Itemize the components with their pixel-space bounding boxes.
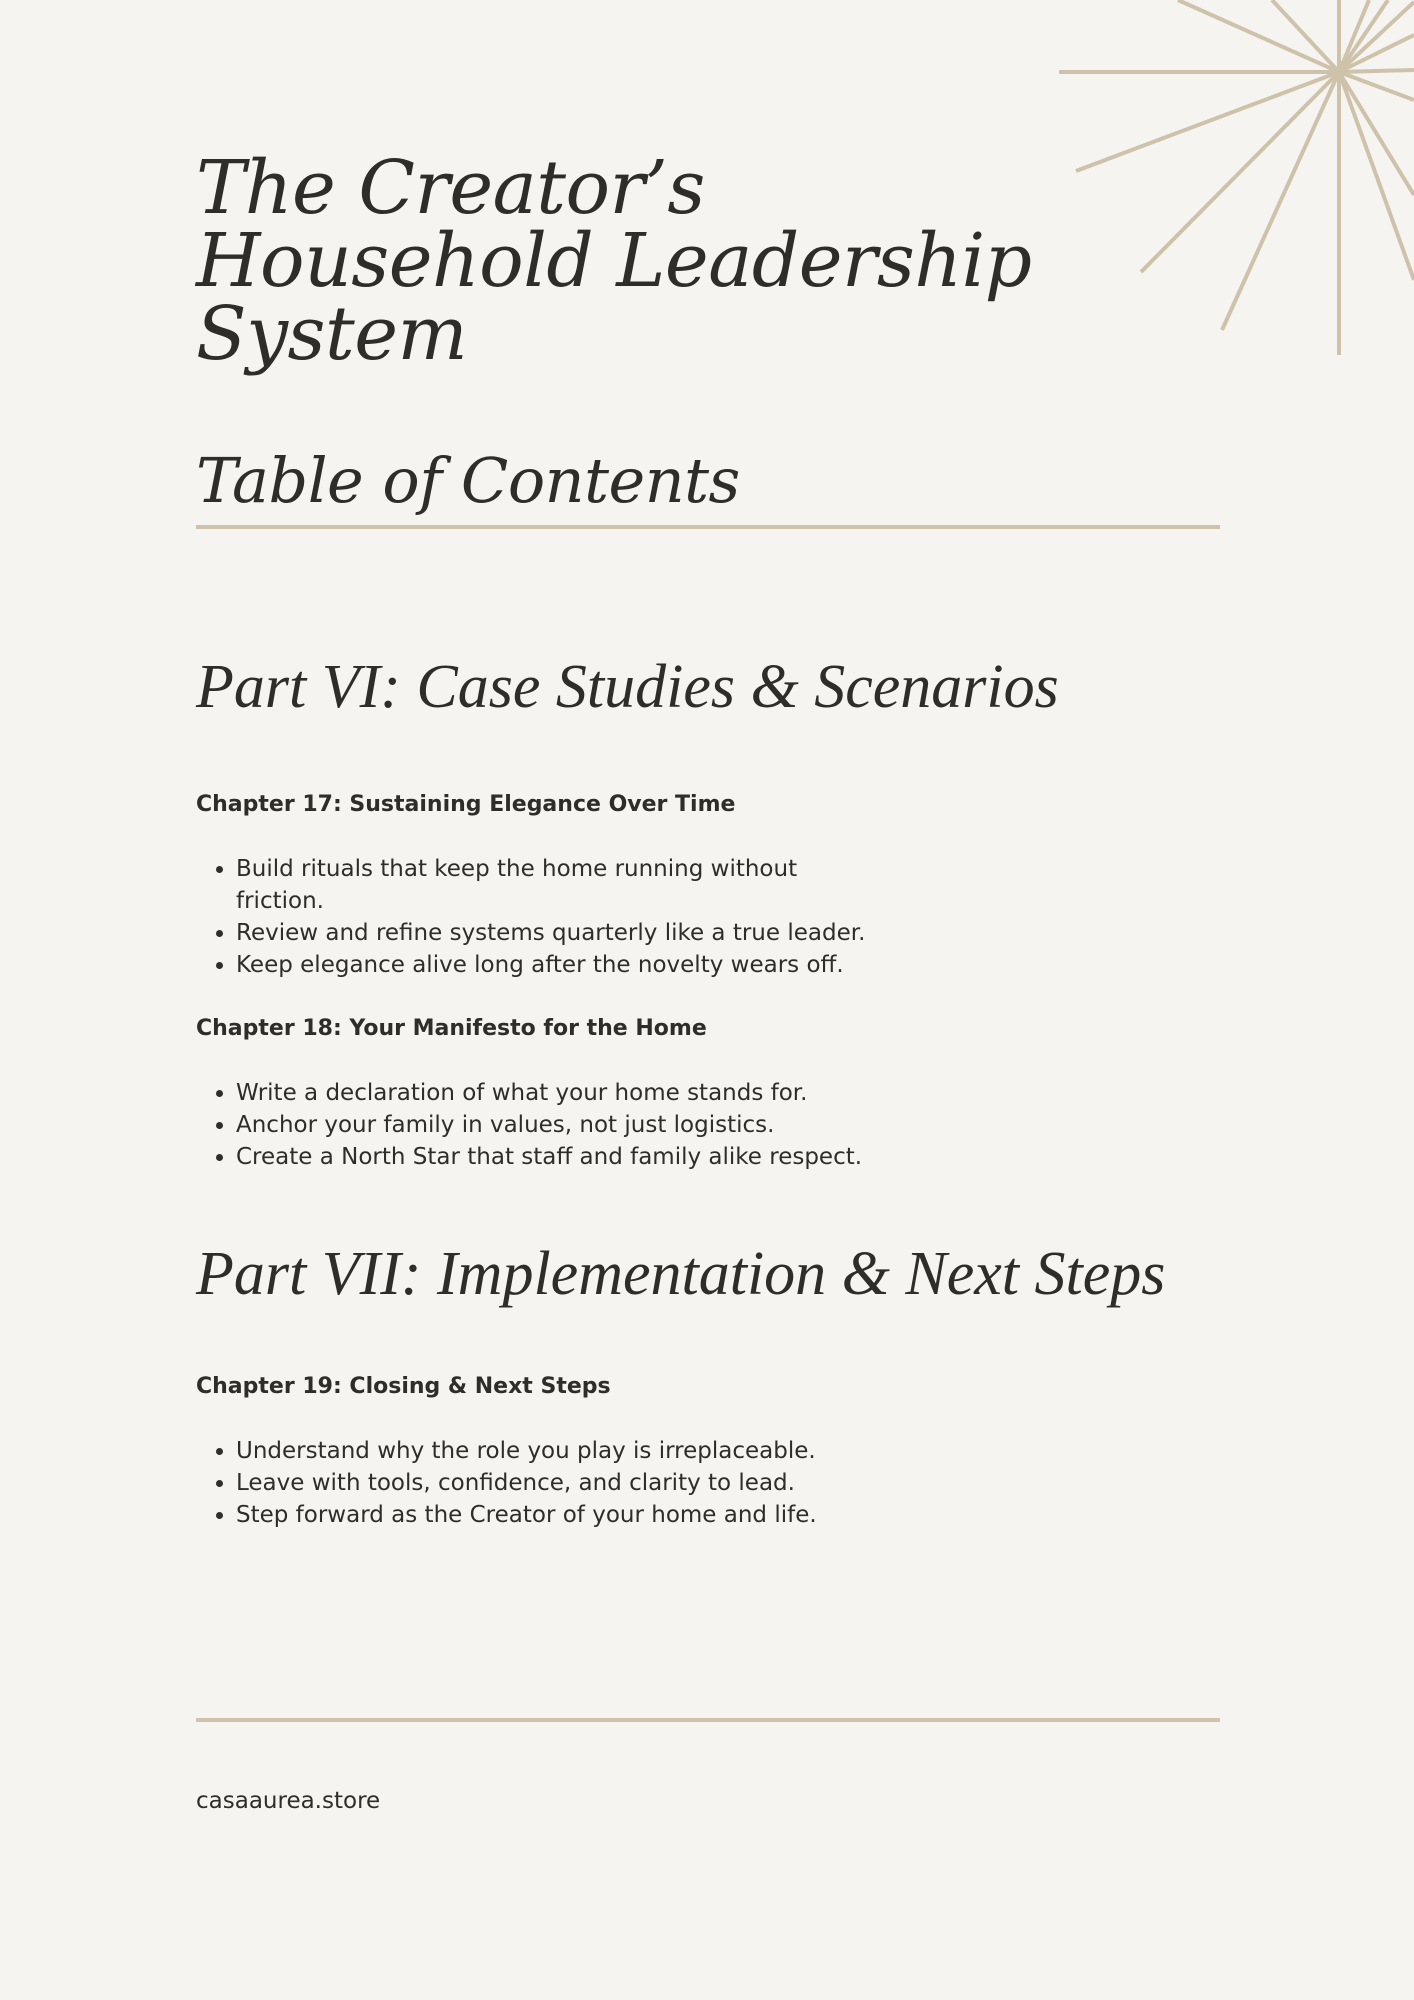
bullet-item: • Step forward as the Creator of your home and life. [236,1499,876,1531]
chapter-17-bullet-list [196,853,876,981]
bullet-item: • Leave with tools, confidence, and clarity to lead. [236,1467,876,1499]
chapter-19-bullet-list [196,1435,876,1531]
bullet-item: • Anchor your family in values, not just logistics. [236,1109,876,1141]
footer-website: casaaurea.store [196,1788,381,1814]
chapter-18-title: Chapter 18: Your Manifesto for the Home [196,1016,707,1041]
heading-divider [196,525,1220,529]
chapter-18-bullet-list [196,1077,876,1173]
part-heading: Part VII: Implementation & Next Steps [196,1240,1166,1308]
part-heading: Part VI: Case Studies & Scenarios [196,653,1059,721]
chapter-19-title: Chapter 19: Closing & Next Steps [196,1374,611,1399]
bullet-item: • Review and refine systems quarterly like a true leader. [236,917,876,949]
bullet-item: • Create a North Star that staff and family alike respect. [236,1141,876,1173]
bullet-item: • Write a declaration of what your home stands for. [236,1077,876,1109]
bullet-item: • Build rituals that keep the home running without friction. [236,853,876,917]
document-title: The Creator’s Household Leadership System [196,145,1032,377]
starburst-rays [1059,0,1414,355]
chapter-17-title: Chapter 17: Sustaining Elegance Over Time [196,792,736,817]
bullet-item: • Understand why the role you play is irreplaceable. [236,1435,876,1467]
footer-divider [196,1718,1220,1722]
bullet-item: • Keep elegance alive long after the novelty wears off. [236,949,876,981]
table-of-contents-heading: Table of Contents [196,444,740,517]
